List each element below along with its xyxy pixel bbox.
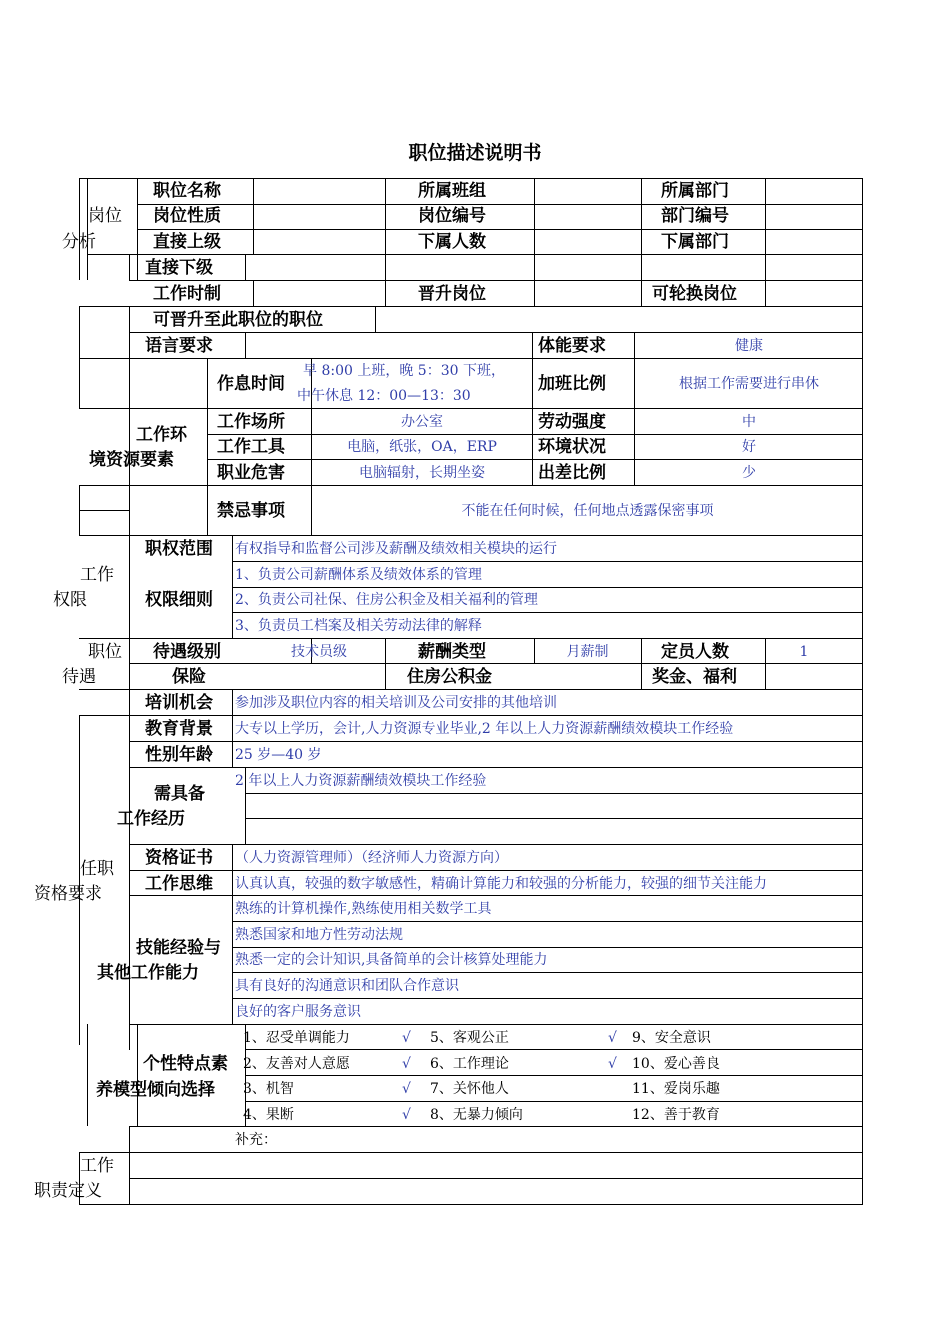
table-bottom-rule (79, 1204, 863, 1205)
traits-label-line1: 个性特点素 (143, 1054, 228, 1074)
physical-value: 健康 (735, 338, 763, 354)
subordinate-dept-label: 下属部门 (661, 232, 729, 252)
labor-label: 劳动强度 (538, 412, 606, 432)
detail-label: 权限细则 (145, 590, 213, 610)
trait-item: 2、友善对人意愿 (243, 1056, 350, 1072)
hazard-value: 电脑辐射，长期坐姿 (359, 465, 485, 481)
level-value: 技术员级 (291, 644, 347, 660)
rotation-label: 可轮换岗位 (652, 284, 737, 304)
travel-label: 出差比例 (538, 463, 606, 483)
age-label: 性别年龄 (145, 745, 213, 765)
language-label: 语言要求 (145, 336, 213, 356)
trait-check-icon: √ (608, 1030, 617, 1046)
direct-sub-label: 直接下级 (145, 258, 213, 278)
overtime-label: 加班比例 (538, 374, 606, 394)
detail-item: 2、负责公司社保、住房公积金及相关福利的管理 (235, 592, 538, 608)
department-label: 所属部门 (661, 181, 729, 201)
section-qualifications-line2: 资格要求 (34, 884, 102, 904)
table-right-rule (862, 178, 863, 1204)
trait-item: 4、果断 (243, 1107, 294, 1123)
skill-item: 熟悉国家和地方性劳动法规 (235, 927, 403, 943)
trait-item: 7、关怀他人 (430, 1081, 509, 1097)
tools-value: 电脑，纸张，OA，ERP (347, 439, 497, 455)
trait-item: 3、机智 (243, 1081, 294, 1097)
team-label: 所属班组 (418, 181, 486, 201)
certificate-label: 资格证书 (145, 848, 213, 868)
section-duty-line2: 职责定义 (34, 1181, 102, 1201)
promote-from-label: 可晋升至此职位的职位 (153, 310, 323, 330)
age-value: 25 岁—40 岁 (235, 747, 322, 763)
rest-time-line1: 早 8:00 上班，晚 5：30 下班， (303, 363, 505, 379)
dept-no-label: 部门编号 (661, 206, 729, 226)
hazard-label: 职业危害 (217, 463, 285, 483)
env-status-value: 好 (742, 439, 756, 455)
trait-check-icon: √ (402, 1107, 411, 1123)
education-label: 教育背景 (145, 719, 213, 739)
trait-check-icon: √ (402, 1081, 411, 1097)
detail-item: 3、负责员工档案及相关劳动法律的解释 (235, 618, 482, 634)
housing-fund-label: 住房公积金 (407, 667, 492, 687)
education-value: 大专以上学历，会计,人力资源专业毕业,2 年以上人力资源薪酬绩效模块工作经验 (235, 721, 734, 737)
skill-label-line2: 其他工作能力 (97, 963, 199, 983)
trait-item: 12、善于教育 (632, 1107, 720, 1123)
rest-time-line2: 中午休息 12：00—13：30 (297, 388, 471, 404)
trait-item: 6、工作理论 (430, 1056, 509, 1072)
skill-item: 熟悉一定的会计知识,具备简单的会计核算处理能力 (235, 952, 548, 968)
taboo-value: 不能在任何时候，任何地点透露保密事项 (461, 503, 714, 519)
tools-label: 工作工具 (217, 437, 285, 457)
section-treatment-line2: 待遇 (62, 667, 96, 687)
level-label: 待遇级别 (153, 642, 221, 662)
travel-value: 少 (742, 465, 756, 481)
post-nature-label: 岗位性质 (153, 206, 221, 226)
scope-value: 有权指导和监督公司涉及薪酬及绩效相关模块的运行 (235, 541, 557, 557)
section-qualifications-line1: 任职 (80, 859, 114, 879)
taboo-label: 禁忌事项 (217, 501, 285, 521)
certificate-value: （人力资源管理师）（经济师人力资源方向） (235, 850, 508, 866)
work-place-value: 办公室 (401, 414, 443, 430)
trait-check-icon: √ (608, 1056, 617, 1072)
skill-item: 具有良好的沟通意识和团队合作意识 (235, 978, 459, 994)
trait-item: 1、忍受单调能力 (243, 1030, 350, 1046)
section-post-analysis-line2: 分析 (62, 232, 96, 252)
skill-label-line1: 技能经验与 (136, 938, 221, 958)
work-hours-label: 工作时制 (153, 284, 221, 304)
section-authority-line2: 权限 (53, 590, 87, 610)
post-name-label: 职位名称 (153, 181, 221, 201)
supplement-label: 补充： (235, 1132, 277, 1148)
promotion-label: 晋升岗位 (418, 284, 486, 304)
rest-time-label: 作息时间 (217, 374, 285, 394)
quota-label: 定员人数 (661, 642, 729, 662)
salary-type-value: 月薪制 (566, 644, 609, 660)
superior-label: 直接上级 (153, 232, 221, 252)
trait-item: 8、无暴力倾向 (430, 1107, 523, 1123)
training-label: 培训机会 (145, 693, 213, 713)
skill-item: 熟练的计算机操作,熟练使用相关数学工具 (235, 901, 492, 917)
scope-label: 职权范围 (145, 539, 213, 559)
overtime-value: 根据工作需要进行串休 (679, 376, 819, 392)
physical-label: 体能要求 (538, 336, 606, 356)
trait-check-icon: √ (402, 1030, 411, 1046)
section-treatment-line1: 职位 (88, 642, 122, 662)
trait-item: 9、安全意识 (632, 1030, 711, 1046)
quota-value: 1 (799, 644, 809, 660)
detail-item: 1、负责公司薪酬体系及绩效体系的管理 (235, 567, 482, 583)
table-top-rule (79, 178, 863, 179)
bonus-label: 奖金、福利 (652, 667, 737, 687)
experience-label-line2: 工作经历 (117, 809, 185, 829)
salary-type-label: 薪酬类型 (418, 642, 486, 662)
trait-check-icon: √ (402, 1056, 411, 1072)
thinking-value: 认真认真，较强的数字敏感性，精确计算能力和较强的分析能力，较强的细节关注能力 (235, 876, 767, 892)
traits-label-line2: 养模型倾向选择 (96, 1080, 215, 1100)
page-title: 职位描述说明书 (408, 142, 542, 164)
section-post-analysis-line1: 岗位 (88, 206, 122, 226)
labor-value: 中 (742, 414, 756, 430)
post-no-label: 岗位编号 (418, 206, 486, 226)
env-status-label: 环境状况 (538, 437, 606, 457)
section-work-env-line1: 工作环 (136, 425, 187, 445)
skill-item: 良好的客户服务意识 (235, 1004, 361, 1020)
trait-item: 10、爱心善良 (632, 1056, 720, 1072)
experience-value: 2 年以上人力资源薪酬绩效模块工作经验 (235, 773, 487, 789)
trait-item: 5、客观公正 (430, 1030, 509, 1046)
training-value: 参加涉及职位内容的相关培训及公司安排的其他培训 (235, 695, 557, 711)
insurance-label: 保险 (172, 667, 206, 687)
section-work-env-line2: 境资源要素 (89, 450, 174, 470)
thinking-label: 工作思维 (145, 874, 213, 894)
work-place-label: 工作场所 (217, 412, 285, 432)
section-duty-line1: 工作 (80, 1156, 114, 1176)
trait-item: 11、爱岗乐趣 (632, 1081, 720, 1097)
experience-label-line1: 需具备 (154, 784, 205, 804)
section-authority-line1: 工作 (80, 565, 114, 585)
subordinate-count-label: 下属人数 (418, 232, 486, 252)
